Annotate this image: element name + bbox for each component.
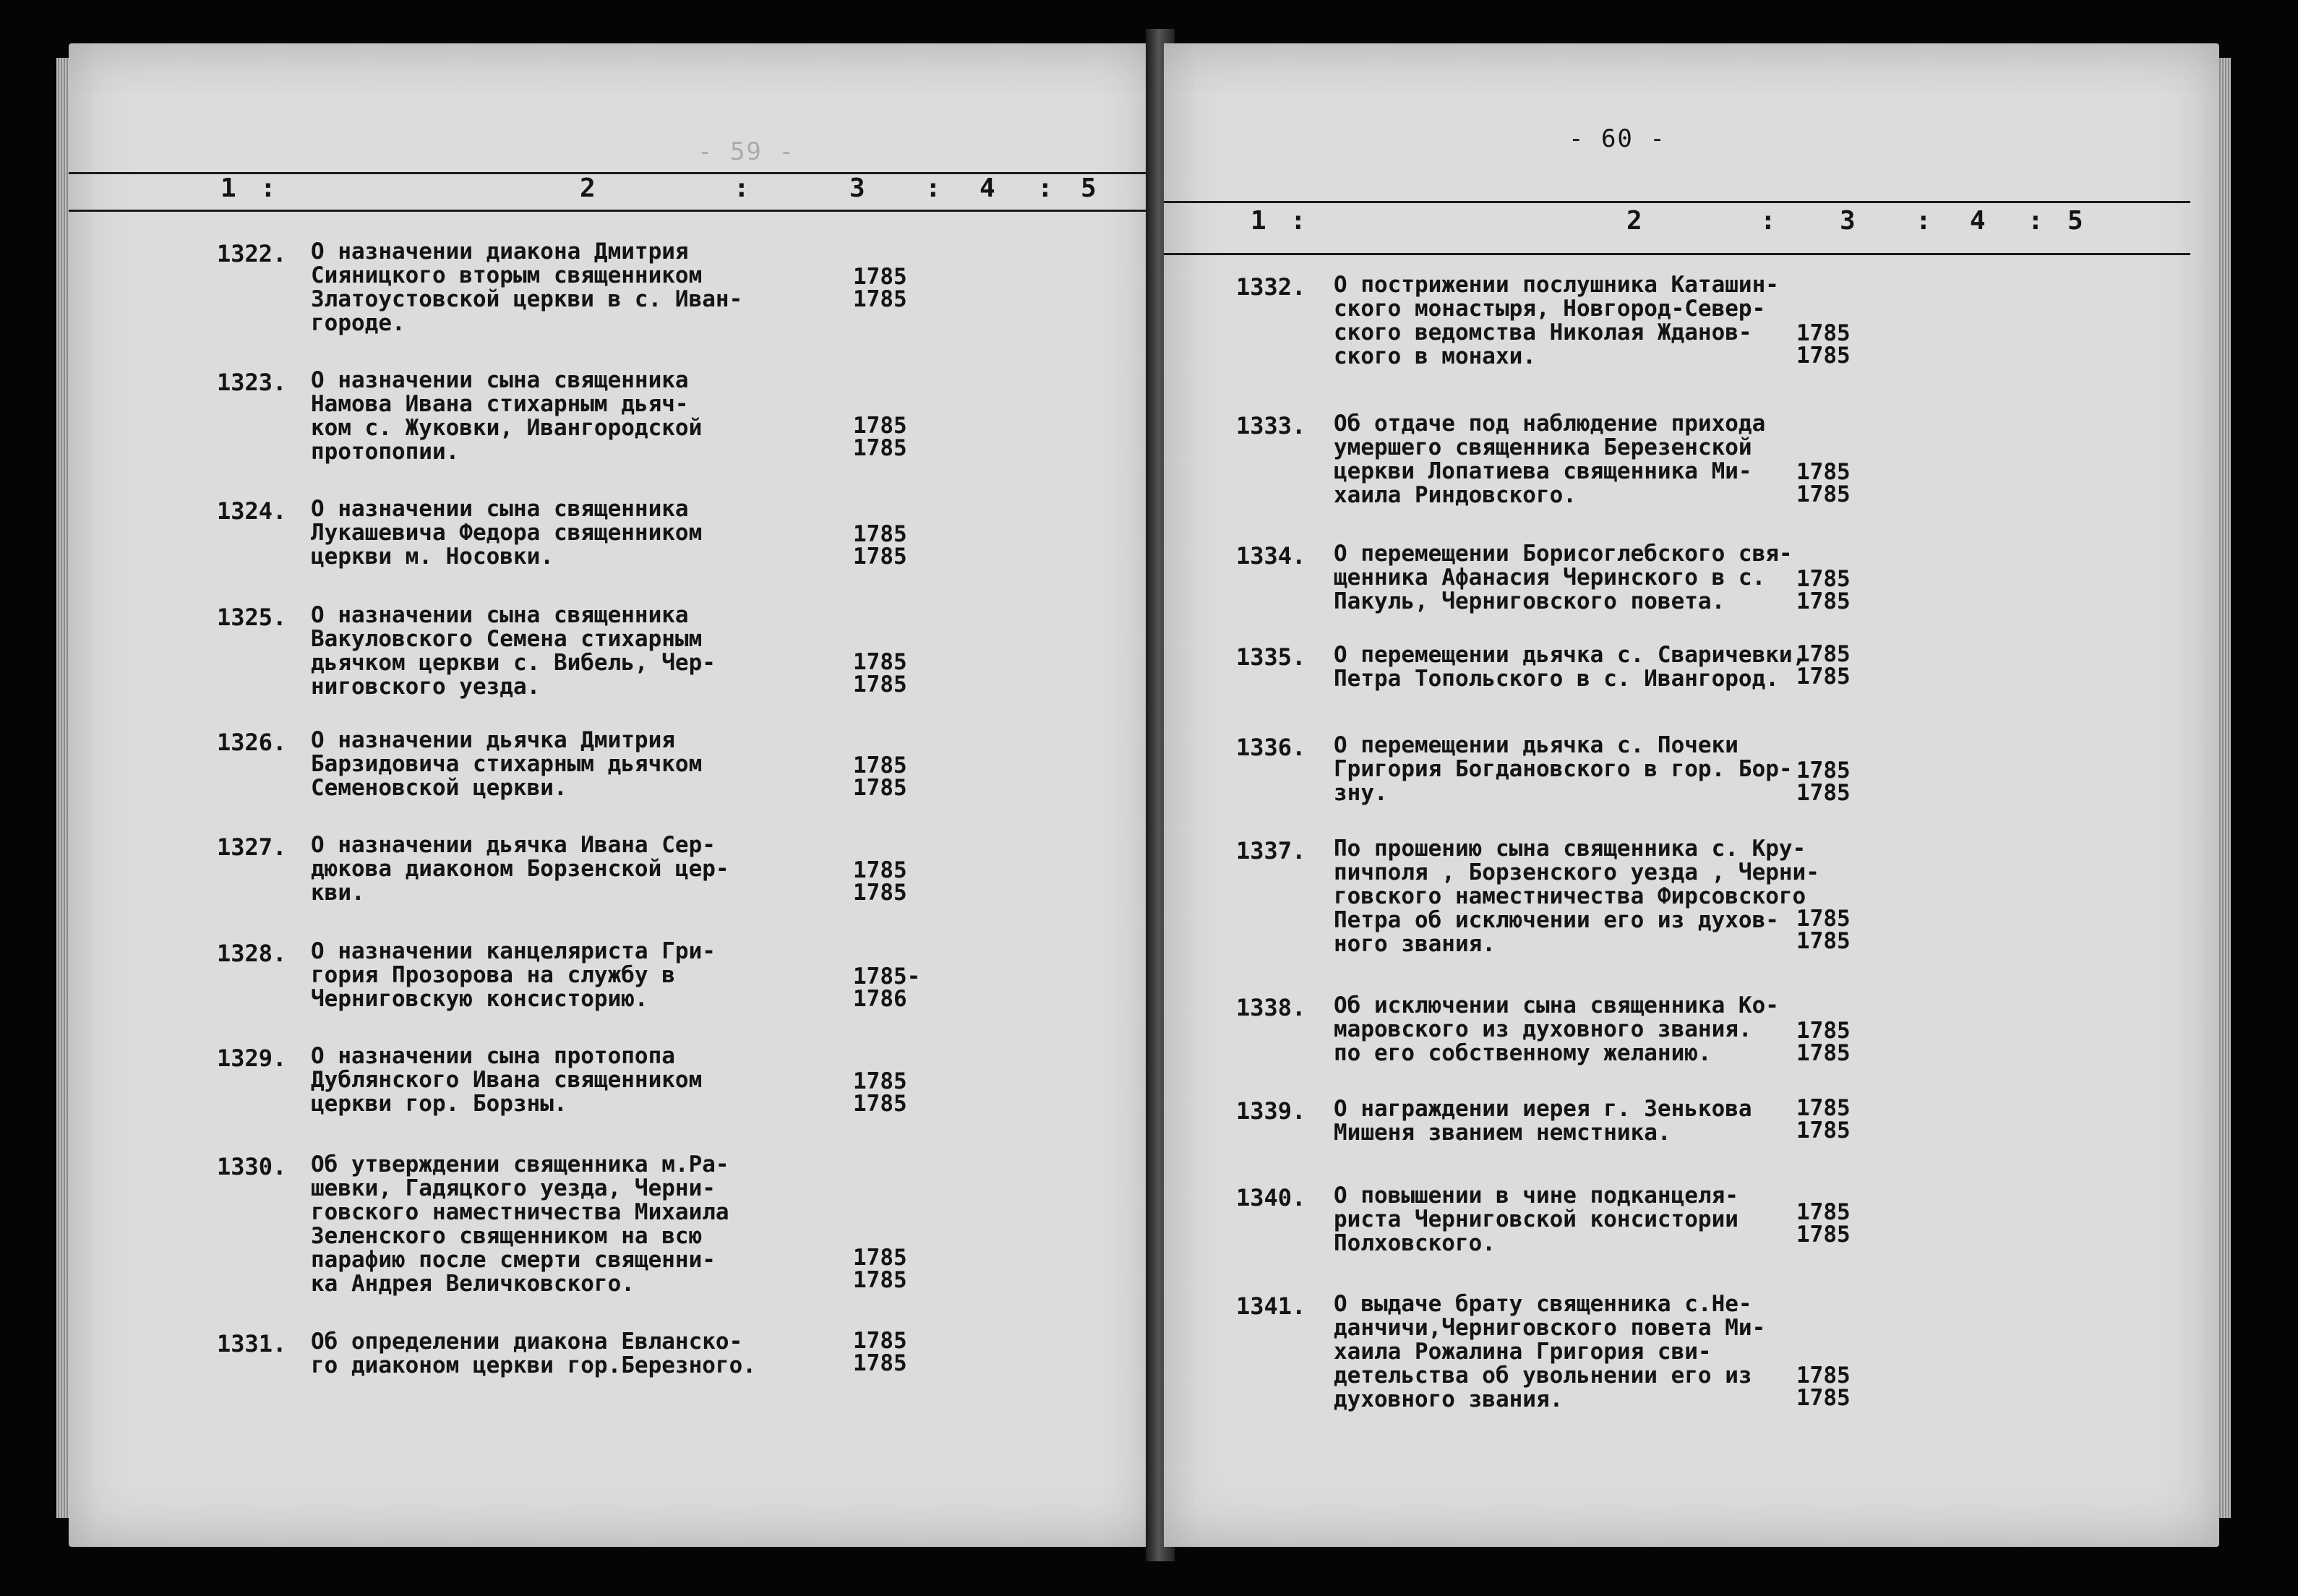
record-years: 1785 1785 — [853, 413, 907, 461]
col-2: 2 — [1626, 206, 1642, 236]
col-sep: : — [1290, 206, 1306, 236]
record-years: 1785 1785 — [1796, 1095, 1851, 1144]
record-number: 1334. — [1236, 542, 1306, 570]
record-description: О назначении сына священника Лукашевича Федора священником церкви м. Носовки. — [311, 496, 703, 570]
record-description: О выдаче брату священника с.Не- данчичи,Черниговского повета Ми- хаила Рожалина Григория сви- детельства об увольнении его из духовного звания. — [1334, 1291, 1766, 1412]
record-description: О повышении в чине подканцеля- риста Черниговской консистории Полховского. — [1334, 1183, 1738, 1256]
record-number: 1330. — [217, 1153, 287, 1180]
record-number: 1331. — [217, 1330, 287, 1357]
record-number: 1340. — [1236, 1184, 1306, 1211]
record-number: 1336. — [1236, 734, 1306, 761]
record-years: 1785 1785 — [1796, 459, 1851, 507]
record-number: 1322. — [217, 240, 287, 267]
record-description: О назначении дьячка Ивана Сер- дюкова диаконом Борзенской цер- кви. — [311, 832, 729, 906]
record-description: О перемещении Борисоглебского свя- щенника Афанасия Черинского в с. Пакуль, Черниговского повета. — [1334, 541, 1793, 614]
record-description: Об утверждении священника м.Ра- шевки, Гадяцкого уезда, Черни- говского наместничества Михаила Зеленского священником на всю парафию после смерти священни- ка Андрея Величковского. — [311, 1151, 729, 1297]
record-description: О перемещении дьячка с. Почеки Григория Богдановского в гор. Бор- зну. — [1334, 732, 1793, 806]
page-stack-edge-left — [56, 58, 69, 1518]
record-number: 1324. — [217, 497, 287, 525]
right-header-rule-top — [1164, 201, 2190, 203]
record-number: 1323. — [217, 369, 287, 396]
col-1: 1 — [1251, 206, 1266, 236]
col-3: 3 — [849, 173, 865, 203]
record-description: Об отдаче под наблюдение прихода умершего священника Березенской церкви Лопатиева священника Ми- хаила Риндовского. — [1334, 411, 1766, 508]
left-page-number: - 59 - — [698, 137, 795, 166]
page-stack-edge-right — [2218, 58, 2231, 1518]
record-years: 1785 1785 — [853, 1328, 907, 1376]
col-sep: : — [1037, 173, 1053, 203]
record-description: О назначении сына протопопа Дублянского Ивана священником церкви гор. Борзны. — [311, 1043, 703, 1117]
record-description: О пострижении послушника Каташин- ского монастыря, Новгород-Север- ского ведомства Николая Жданов- ского в монахи. — [1334, 272, 1779, 369]
record-years: 1785 1785 — [853, 752, 907, 801]
record-years: 1785 1785 — [1796, 641, 1851, 690]
record-number: 1326. — [217, 729, 287, 756]
col-3: 3 — [1840, 206, 1856, 236]
record-number: 1333. — [1236, 412, 1306, 439]
col-sep: : — [1760, 206, 1776, 236]
record-years: 1785 1785 — [853, 649, 907, 698]
record-description: О назначении диакона Дмитрия Сияницкого вторым священником Златоустовской церкви в с. Иван- городе. — [311, 239, 743, 336]
record-number: 1325. — [217, 604, 287, 631]
record-number: 1341. — [1236, 1292, 1306, 1320]
record-description: О назначении канцеляриста Гри- гория Прозорова на службу в Черниговскую консисторию. — [311, 938, 716, 1012]
record-years: 1785 1785 — [853, 264, 907, 312]
col-5: 5 — [2067, 206, 2083, 236]
record-number: 1338. — [1236, 994, 1306, 1021]
col-4: 4 — [1970, 206, 1986, 236]
right-page — [1164, 43, 2219, 1547]
col-sep: : — [734, 173, 750, 203]
record-number: 1335. — [1236, 643, 1306, 671]
record-years: 1785 1785 — [853, 1068, 907, 1117]
left-page — [69, 43, 1157, 1547]
record-years: 1785 1785 — [1796, 906, 1851, 954]
col-sep: : — [925, 173, 941, 203]
record-description: О назначении сына священника Намова Ивана стихарным дьяч- ком с. Жуковки, Ивангородской протопопии. — [311, 367, 703, 465]
col-sep: : — [260, 173, 276, 203]
record-number: 1328. — [217, 940, 287, 967]
col-5: 5 — [1081, 173, 1097, 203]
record-description: Об исключении сына священника Ко- маровского из духовного звания. по его собственному желанию. — [1334, 992, 1779, 1066]
record-number: 1327. — [217, 833, 287, 861]
record-years: 1785 1785 — [853, 857, 907, 906]
record-years: 1785 1785 — [1796, 1018, 1851, 1066]
record-number: 1332. — [1236, 273, 1306, 301]
col-4: 4 — [979, 173, 995, 203]
col-1: 1 — [220, 173, 236, 203]
record-years: 1785 1785 — [1796, 1363, 1851, 1411]
record-description: О назначении дьячка Дмитрия Барзидовича стихарным дьячком Семеновской церкви. — [311, 727, 703, 801]
record-description: Об определении диакона Евланско- го диаконом церкви гор.Березного. — [311, 1329, 756, 1378]
record-years: 1785 1785 — [1796, 1199, 1851, 1248]
record-description: О перемещении дьячка с. Сваричевки, Петра Топольского в с. Ивангород. — [1334, 642, 1806, 692]
record-years: 1785 1785 — [853, 1245, 907, 1293]
record-number: 1329. — [217, 1044, 287, 1072]
right-page-number: - 60 - — [1569, 124, 1666, 153]
record-years: 1785 1785 — [1796, 320, 1851, 369]
record-years: 1785 1785 — [1796, 758, 1851, 806]
left-header-rule-bottom — [69, 210, 1157, 212]
record-number: 1337. — [1236, 837, 1306, 864]
col-sep: : — [1916, 206, 1932, 236]
col-sep: : — [2028, 206, 2044, 236]
col-2: 2 — [580, 173, 596, 203]
record-years: 1785 1785 — [1796, 566, 1851, 614]
right-header-rule-bottom — [1164, 253, 2190, 255]
record-years: 1785 1785 — [853, 521, 907, 570]
record-description: О назначении сына священника Вакуловского Семена стихарным дьячком церкви с. Вибель, Чер- ниговского уезда. — [311, 602, 716, 700]
record-description: О награждении иерея г. Зенькова Мишеня званием немстника. — [1334, 1096, 1752, 1146]
record-description: По прошению сына священника с. Кру- пичполя , Борзенского уезда , Черни- говского наместничества Фирсовского Петра об исключении его из духов- ного звания. — [1334, 836, 1819, 957]
record-number: 1339. — [1236, 1097, 1306, 1125]
record-years: 1785- 1786 — [853, 964, 921, 1012]
